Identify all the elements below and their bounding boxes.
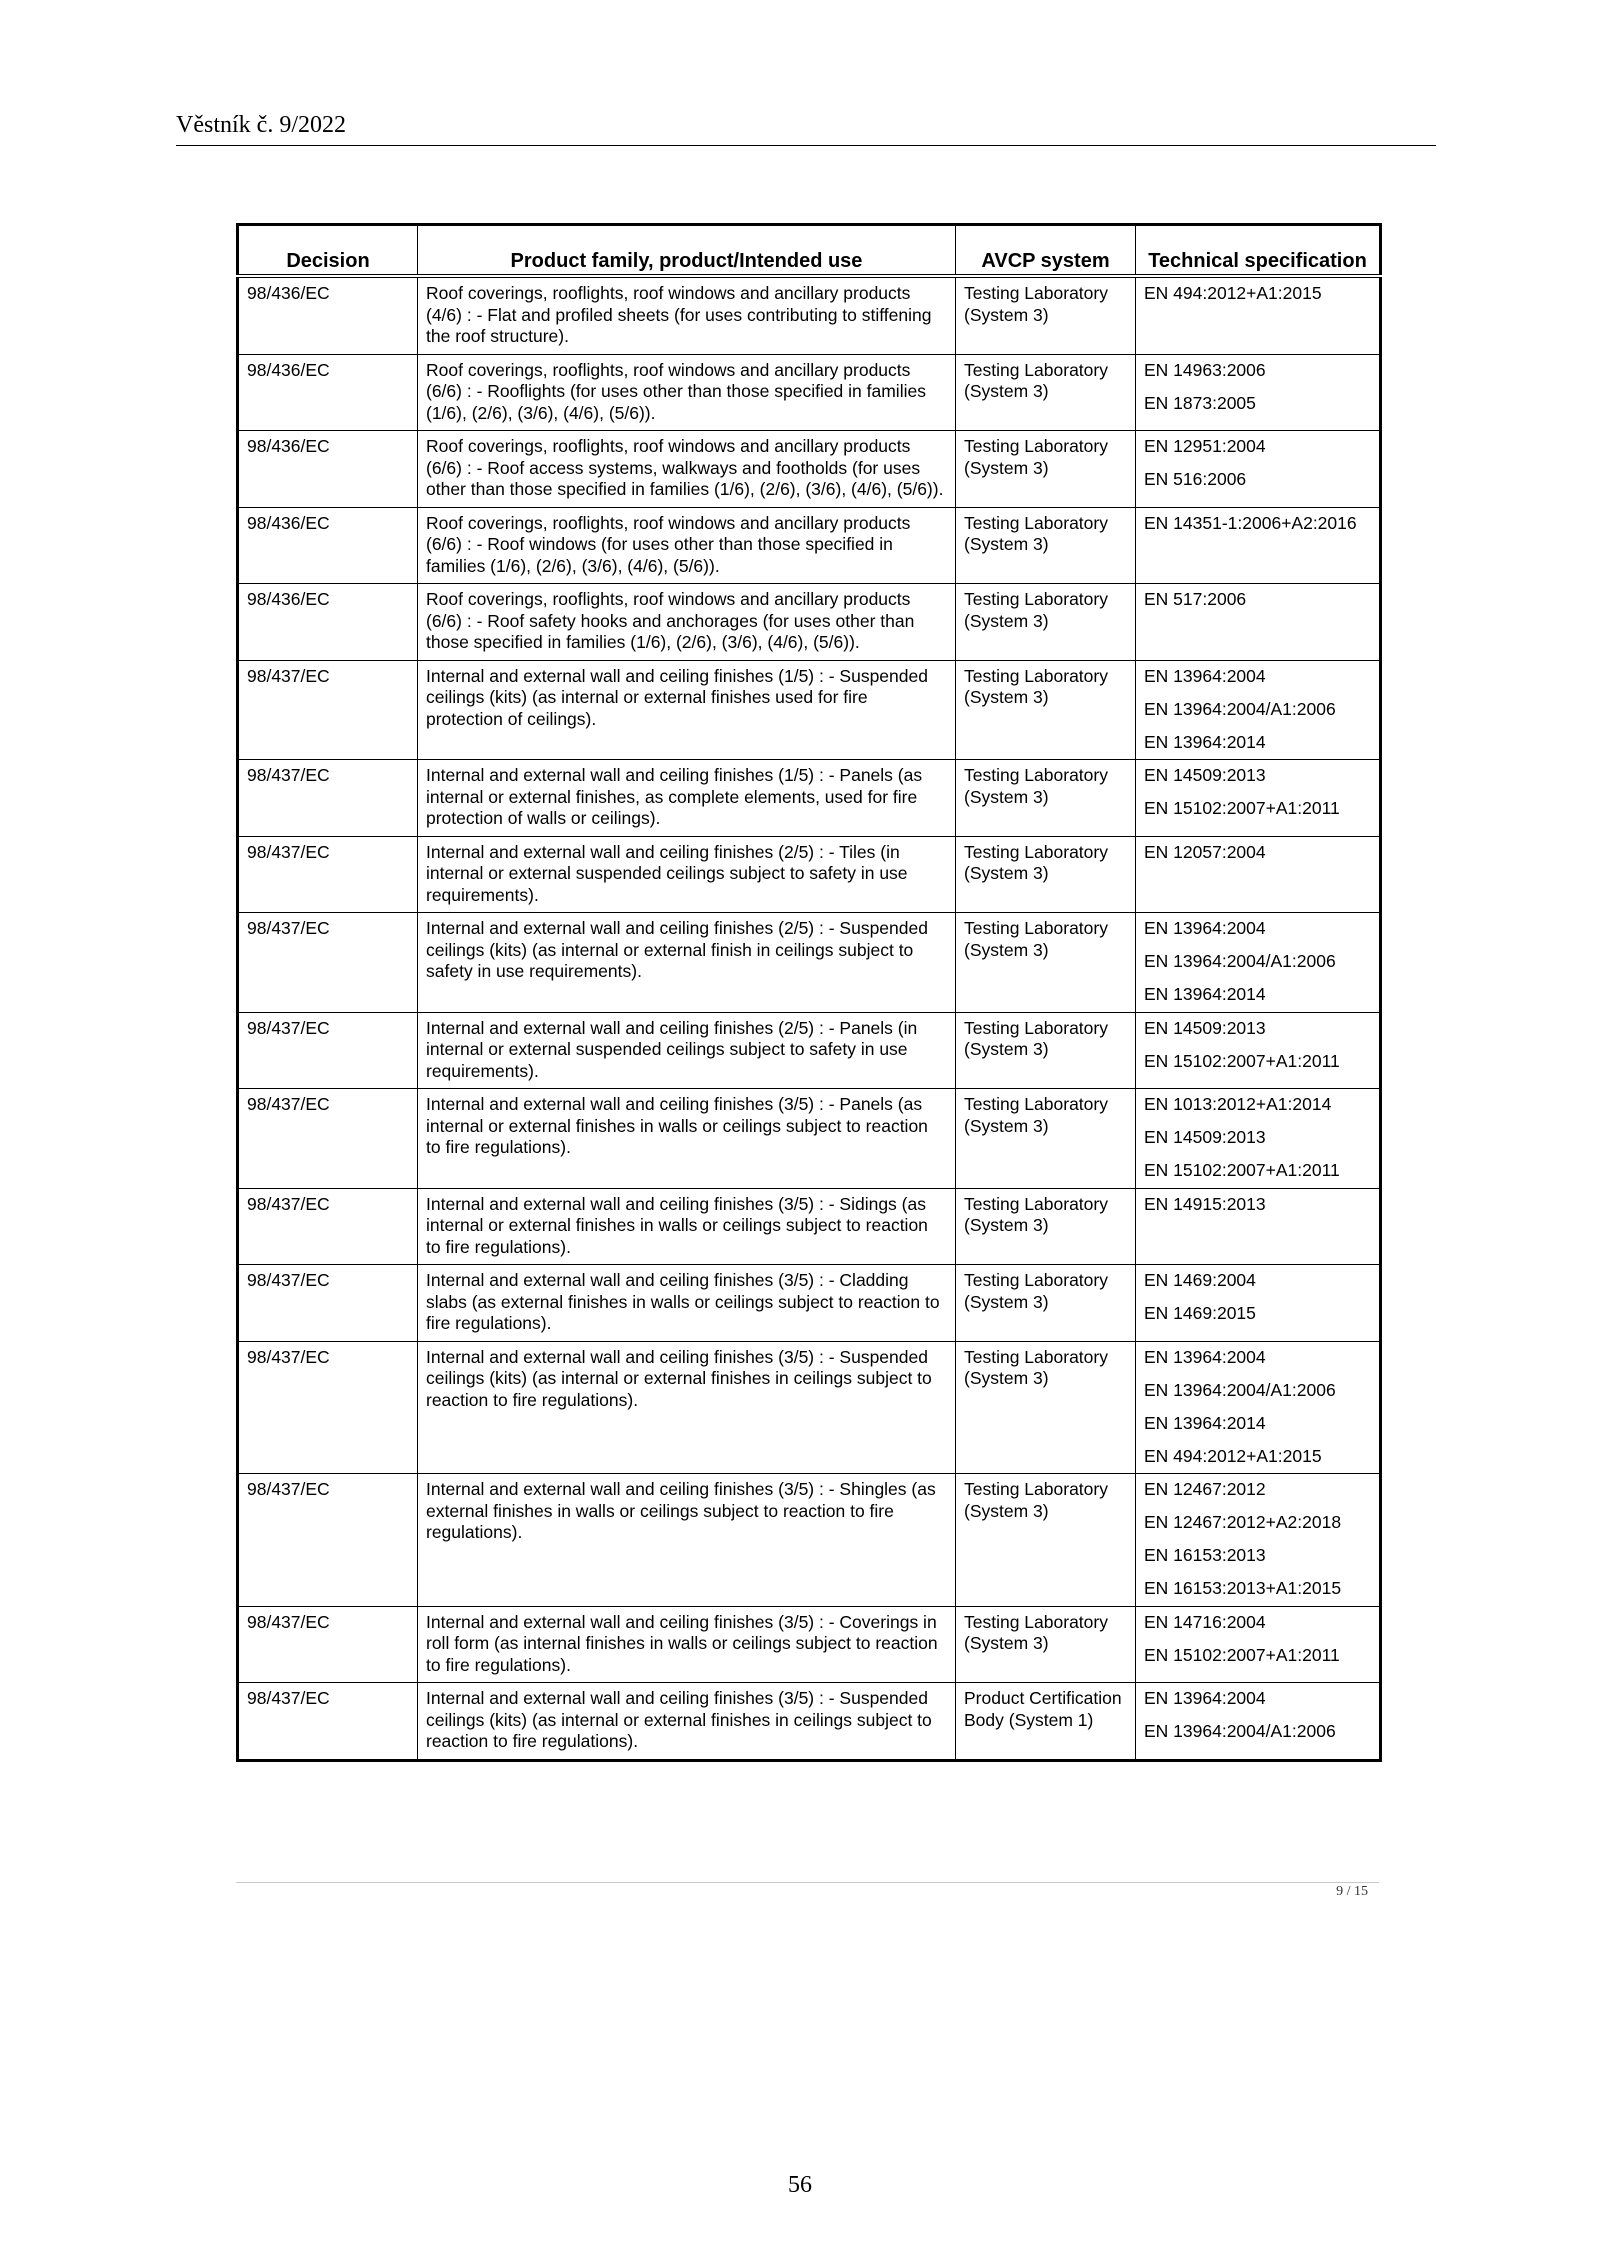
decision-cell: 98/437/EC — [238, 660, 418, 760]
table-body — [238, 276, 1381, 1760]
decision-cell: 98/436/EC — [238, 507, 418, 584]
specification-entry: EN 14509:2013 — [1144, 1127, 1266, 1147]
page-fraction: 9 / 15 — [1336, 1884, 1368, 1899]
specification-entry: EN 15102:2007+A1:2011 — [1144, 1644, 1340, 1665]
decision-cell: 98/437/EC — [238, 836, 418, 913]
avcp-cell: Testing Laboratory (System 3) — [956, 431, 1136, 508]
specification-entry: EN 13964:2004 — [1144, 1346, 1266, 1367]
table-row — [238, 276, 1381, 354]
avcp-cell: Testing Laboratory (System 3) — [956, 1265, 1136, 1342]
technical-specification-cell — [1136, 1012, 1381, 1089]
specification-entry: EN 14716:2004 — [1144, 1611, 1266, 1632]
header-divider — [176, 145, 1436, 146]
avcp-cell: Product Certification Body (System 1) — [956, 1683, 1136, 1761]
specification-entry: EN 1469:2015 — [1144, 1303, 1256, 1323]
footer-divider — [236, 1882, 1379, 1883]
decision-cell: 98/437/EC — [238, 760, 418, 837]
product-cell: Internal and external wall and ceiling finishes (3/5) : - Sidings (as internal or external finishes in walls or ceilings subject to reaction to fire regulations). — [418, 1188, 956, 1265]
decision-cell: 98/436/EC — [238, 584, 418, 661]
decision-cell: 98/436/EC — [238, 354, 418, 431]
decision-cell: 98/437/EC — [238, 1606, 418, 1683]
table-row — [238, 1188, 1381, 1265]
header-row — [238, 225, 1381, 277]
specification-entry: EN 12467:2012+A2:2018 — [1144, 1512, 1342, 1532]
product-cell: Internal and external wall and ceiling finishes (2/5) : - Suspended ceilings (kits) (as internal or external finish in ceilings subject to safety in use requirements). — [418, 913, 956, 1013]
specification-entry: EN 494:2012+A1:2015 — [1144, 1445, 1322, 1466]
avcp-cell: Testing Laboratory (System 3) — [956, 660, 1136, 760]
technical-specification-cell — [1136, 354, 1381, 431]
table-row — [238, 1265, 1381, 1342]
avcp-cell: Testing Laboratory (System 3) — [956, 760, 1136, 837]
decision-cell: 98/437/EC — [238, 1188, 418, 1265]
avcp-cell: Testing Laboratory (System 3) — [956, 1341, 1136, 1474]
table-row — [238, 1089, 1381, 1189]
decision-cell: 98/437/EC — [238, 1683, 418, 1761]
table-header — [238, 225, 1381, 277]
specification-entry: EN 15102:2007+A1:2011 — [1144, 1160, 1340, 1180]
specification-entry: EN 14351-1:2006+A2:2016 — [1144, 512, 1357, 533]
product-cell: Roof coverings, rooflights, roof windows and ancillary products (4/6) : - Flat and profiled sheets (for uses contributing to stiffening the roof structure). — [418, 276, 956, 354]
specification-entry: EN 13964:2004/A1:2006 — [1144, 1379, 1336, 1400]
avcp-cell: Testing Laboratory (System 3) — [956, 1012, 1136, 1089]
technical-specification-cell — [1136, 660, 1381, 760]
specification-entry: EN 12951:2004 — [1144, 436, 1266, 456]
decision-cell: 98/436/EC — [238, 276, 418, 354]
table-row — [238, 836, 1381, 913]
specification-entry: EN 13964:2014 — [1144, 1412, 1266, 1433]
column-header-avcp: AVCP system — [956, 225, 1136, 277]
product-cell: Internal and external wall and ceiling finishes (3/5) : - Panels (as internal or external finishes in walls or ceilings subject to reaction to fire regulations). — [418, 1089, 956, 1189]
decision-cell: 98/437/EC — [238, 1341, 418, 1474]
specification-entry: EN 516:2006 — [1144, 469, 1247, 489]
product-cell: Internal and external wall and ceiling finishes (3/5) : - Cladding slabs (as external finishes in walls or ceilings subject to reaction to fire regulations). — [418, 1265, 956, 1342]
specification-entry: EN 1873:2005 — [1144, 392, 1256, 413]
technical-specification-cell — [1136, 1089, 1381, 1189]
avcp-cell: Testing Laboratory (System 3) — [956, 354, 1136, 431]
specification-entry: EN 1013:2012+A1:2014 — [1144, 1094, 1332, 1114]
avcp-cell: Testing Laboratory (System 3) — [956, 276, 1136, 354]
page-header-title: Věstník č. 9/2022 — [176, 112, 346, 138]
technical-specification-cell — [1136, 913, 1381, 1013]
table-row — [238, 1606, 1381, 1683]
decision-cell: 98/437/EC — [238, 913, 418, 1013]
decision-cell: 98/436/EC — [238, 431, 418, 508]
avcp-cell: Testing Laboratory (System 3) — [956, 1606, 1136, 1683]
decision-cell: 98/437/EC — [238, 1012, 418, 1089]
avcp-cell: Testing Laboratory (System 3) — [956, 1474, 1136, 1607]
column-header-decision: Decision — [238, 225, 418, 277]
column-header-technical-specification: Technical specification — [1136, 225, 1381, 277]
page-number: 56 — [788, 2172, 812, 2198]
specification-entry: EN 13964:2004 — [1144, 1688, 1266, 1708]
specification-entry: EN 1469:2004 — [1144, 1270, 1256, 1290]
avcp-cell: Testing Laboratory (System 3) — [956, 584, 1136, 661]
specification-entry: EN 13964:2014 — [1144, 984, 1266, 1004]
table-row — [238, 1341, 1381, 1474]
product-cell: Internal and external wall and ceiling finishes (3/5) : - Suspended ceilings (kits) (as internal or external finishes in ceilings subject to reaction to fire regulations). — [418, 1341, 956, 1474]
specification-entry: EN 13964:2004/A1:2006 — [1144, 1721, 1336, 1741]
specification-entry: EN 15102:2007+A1:2011 — [1144, 1050, 1340, 1071]
table-row — [238, 1012, 1381, 1089]
specification-entry: EN 12057:2004 — [1144, 841, 1266, 862]
specification-table — [236, 223, 1382, 1762]
product-cell: Roof coverings, rooflights, roof windows and ancillary products (6/6) : - Roof windows (for uses other than those specified in families (1/6), (2/6), (3/6), (4/6), (5/6)). — [418, 507, 956, 584]
table-row — [238, 913, 1381, 1013]
table-row — [238, 431, 1381, 508]
specification-entry: EN 494:2012+A1:2015 — [1144, 283, 1322, 303]
technical-specification-cell — [1136, 431, 1381, 508]
specification-entry: EN 14509:2013 — [1144, 1017, 1266, 1038]
avcp-cell: Testing Laboratory (System 3) — [956, 507, 1136, 584]
technical-specification-cell — [1136, 1474, 1381, 1607]
specification-entry: EN 15102:2007+A1:2011 — [1144, 798, 1340, 818]
technical-specification-cell — [1136, 836, 1381, 913]
product-cell: Internal and external wall and ceiling finishes (2/5) : - Tiles (in internal or external suspended ceilings subject to safety in use requirements). — [418, 836, 956, 913]
specification-entry: EN 12467:2012 — [1144, 1479, 1266, 1499]
decision-cell: 98/437/EC — [238, 1089, 418, 1189]
specification-entry: EN 13964:2004/A1:2006 — [1144, 698, 1336, 719]
table-row — [238, 584, 1381, 661]
avcp-cell: Testing Laboratory (System 3) — [956, 1188, 1136, 1265]
product-cell: Internal and external wall and ceiling finishes (3/5) : - Suspended ceilings (kits) (as internal or external finishes in ceilings subject to reaction to fire regulations). — [418, 1683, 956, 1761]
specification-entry: EN 14963:2006 — [1144, 359, 1266, 380]
decision-cell: 98/437/EC — [238, 1474, 418, 1607]
decision-cell: 98/437/EC — [238, 1265, 418, 1342]
specification-entry: EN 13964:2004/A1:2006 — [1144, 951, 1336, 971]
technical-specification-cell — [1136, 1683, 1381, 1761]
table-row — [238, 1683, 1381, 1761]
technical-specification-cell — [1136, 276, 1381, 354]
product-cell: Roof coverings, rooflights, roof windows and ancillary products (6/6) : - Rooflights (for uses other than those specified in families (1/6), (2/6), (3/6), (4/6), (5/6)). — [418, 354, 956, 431]
table-row — [238, 507, 1381, 584]
table-row — [238, 660, 1381, 760]
table-row — [238, 354, 1381, 431]
avcp-cell: Testing Laboratory (System 3) — [956, 836, 1136, 913]
specification-entry: EN 13964:2004 — [1144, 918, 1266, 938]
product-cell: Internal and external wall and ceiling finishes (3/5) : - Coverings in roll form (as internal finishes in walls or ceilings subject to reaction to fire regulations). — [418, 1606, 956, 1683]
specification-entry: EN 13964:2014 — [1144, 731, 1266, 752]
table-row — [238, 760, 1381, 837]
table-row — [238, 1474, 1381, 1607]
product-cell: Internal and external wall and ceiling finishes (2/5) : - Panels (in internal or external suspended ceilings subject to safety in use requirements). — [418, 1012, 956, 1089]
product-cell: Roof coverings, rooflights, roof windows and ancillary products (6/6) : - Roof safety hooks and anchorages (for uses other than those specified in families (1/6), (2/6), (3/6), (4/6), (5/6)). — [418, 584, 956, 661]
avcp-cell: Testing Laboratory (System 3) — [956, 1089, 1136, 1189]
specification-entry: EN 14509:2013 — [1144, 765, 1266, 785]
technical-specification-cell — [1136, 1606, 1381, 1683]
technical-specification-cell — [1136, 1341, 1381, 1474]
technical-specification-cell — [1136, 584, 1381, 661]
specification-entry: EN 14915:2013 — [1144, 1193, 1266, 1214]
technical-specification-cell — [1136, 1188, 1381, 1265]
avcp-cell: Testing Laboratory (System 3) — [956, 913, 1136, 1013]
specification-entry: EN 16153:2013 — [1144, 1545, 1266, 1565]
specification-entry: EN 13964:2004 — [1144, 665, 1266, 686]
product-cell: Roof coverings, rooflights, roof windows and ancillary products (6/6) : - Roof access systems, walkways and footholds (for uses other than those specified in families (1/6), (2/6), (3/6), (4/6), (5/6)). — [418, 431, 956, 508]
product-cell: Internal and external wall and ceiling finishes (1/5) : - Panels (as internal or external finishes, as complete elements, used for fire protection of walls or ceilings). — [418, 760, 956, 837]
technical-specification-cell — [1136, 507, 1381, 584]
product-cell: Internal and external wall and ceiling finishes (3/5) : - Shingles (as external finishes in walls or ceilings subject to reaction to fire regulations). — [418, 1474, 956, 1607]
technical-specification-cell — [1136, 1265, 1381, 1342]
specification-entry: EN 16153:2013+A1:2015 — [1144, 1578, 1342, 1598]
specification-entry: EN 517:2006 — [1144, 589, 1247, 609]
column-header-product: Product family, product/Intended use — [418, 225, 956, 277]
product-cell: Internal and external wall and ceiling finishes (1/5) : - Suspended ceilings (kits) (as internal or external finishes used for fire protection of ceilings). — [418, 660, 956, 760]
technical-specification-cell — [1136, 760, 1381, 837]
